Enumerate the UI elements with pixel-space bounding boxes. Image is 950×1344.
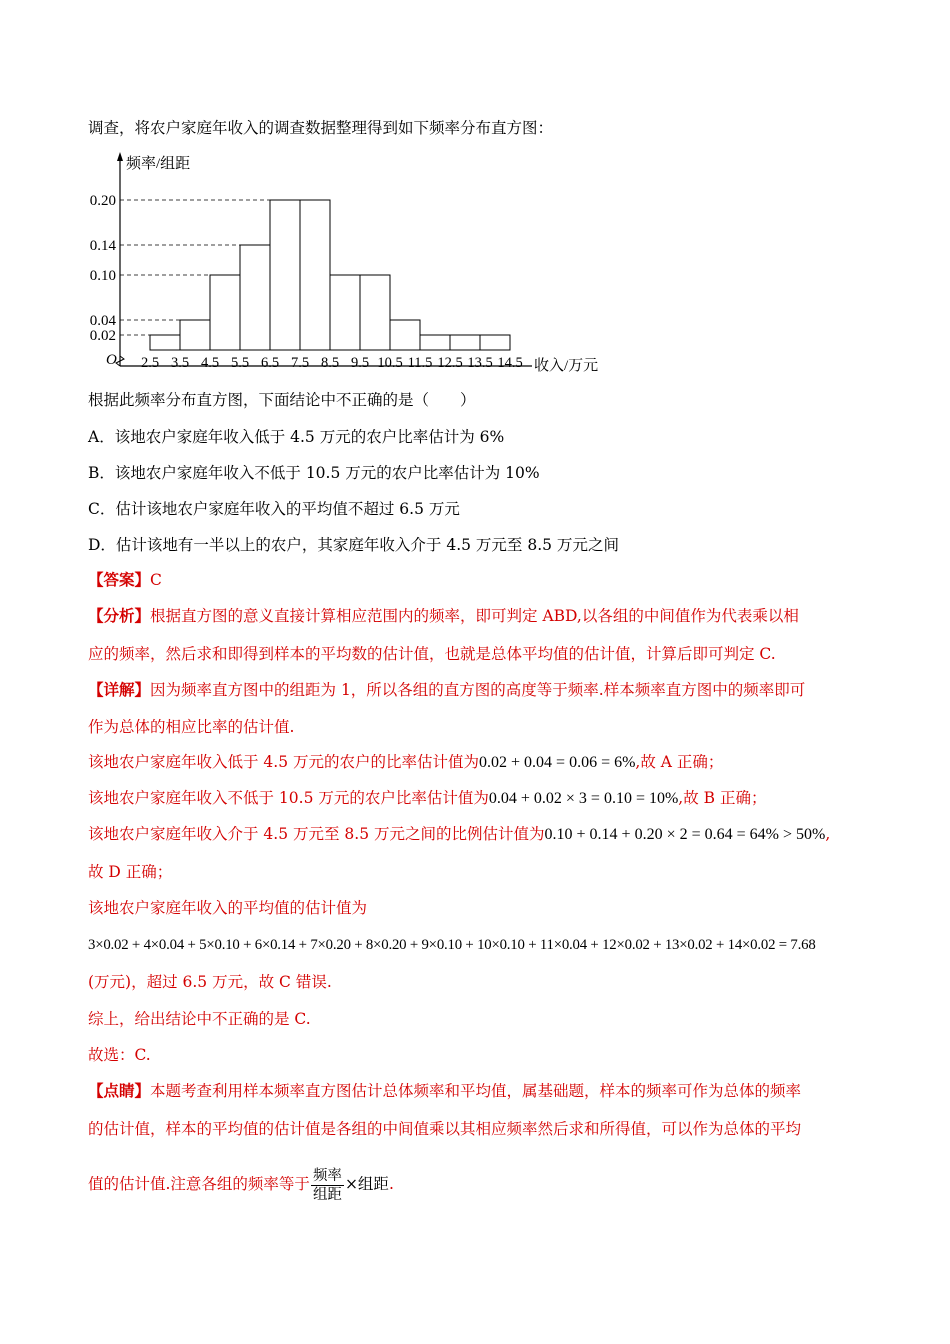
comment-end: . (388, 1175, 394, 1193)
detail-option-b (88, 788, 766, 809)
histogram-bar-8.5-9.5 (330, 275, 360, 350)
answer-value: C (150, 571, 162, 589)
question-stem: 根据此频率分布直方图，下面结论中不正确的是（ ） (88, 391, 476, 409)
detail-d-math: 0.10 + 0.14 + 0.20 × 2 = 0.64 = 64% > 50% (544, 826, 826, 843)
detail-line-1 (88, 680, 805, 700)
y-tick-label: 0.20 (89, 193, 116, 209)
detail-mean-text: 该地农户家庭年收入的平均值的估计值为 (88, 899, 368, 917)
frequency-over-width-fraction (311, 1167, 344, 1204)
histogram-bar-11.5-12.5 (420, 335, 450, 350)
x-tick-label: 8.5 (320, 355, 340, 371)
histogram-bar-6.5-7.5 (270, 200, 300, 350)
comment-text-3: 值的估计值.注意各组的频率等于 (88, 1175, 310, 1193)
x-tick-label: 10.5 (377, 355, 403, 371)
x-tick-label: 12.5 (437, 355, 463, 371)
answer-line (88, 570, 162, 590)
comment-line-2: 的估计值，样本的平均值的估计值是各组的中间值乘以其相应频率然后求和所得值，可以作为总体的平均 (88, 1120, 802, 1138)
detail-choice: 故选：C. (88, 1046, 151, 1064)
histogram-bar-9.5-10.5 (360, 275, 390, 350)
option-d: D．估计该地有一半以上的农户，其家庭年收入介于 4.5 万元至 8.5 万元之间 (88, 536, 619, 554)
detail-b-end: ,故 B 正确； (678, 789, 767, 807)
x-tick-label: 13.5 (467, 355, 493, 371)
fraction-tail: ×组距 (344, 1175, 389, 1193)
analysis-text-1: 根据直方图的意义直接计算相应范围内的频率，即可判定 ABD,以各组的中间值作为代表乘以相 (150, 607, 799, 625)
histogram-bar-2.5-3.5 (150, 335, 180, 350)
x-tick-label: 11.5 (407, 355, 433, 371)
analysis-tag: 【分析】 (88, 606, 151, 625)
fraction-denominator: 组距 (312, 1186, 342, 1203)
x-tick-label: 14.5 (497, 355, 523, 371)
x-tick-label: 2.5 (140, 355, 160, 371)
histogram-bar-5.5-6.5 (240, 245, 270, 350)
histogram-bar-4.5-5.5 (210, 275, 240, 350)
detail-b-text: 该地农户家庭年收入不低于 10.5 万元的农户比率估计值为 (88, 789, 489, 807)
x-tick-label: 4.5 (200, 355, 220, 371)
detail-a-math: 0.02 + 0.04 = 0.06 = 6% (479, 754, 636, 771)
comment-line-1 (88, 1081, 801, 1101)
frequency-histogram (80, 150, 620, 376)
option-c: C．估计该地农户家庭年收入的平均值不超过 6.5 万元 (88, 500, 460, 518)
option-b: B．该地农户家庭年收入不低于 10.5 万元的农户比率估计为 10% (88, 464, 540, 482)
x-tick-label: 9.5 (350, 355, 370, 371)
x-tick-label: 6.5 (260, 355, 280, 371)
detail-line-2: 作为总体的相应比率的估计值. (88, 718, 295, 736)
detail-d-end: , (825, 825, 831, 843)
x-tick-label: 3.5 (170, 355, 190, 371)
detail-d-line-2: 故 D 正确； (88, 863, 173, 881)
fraction-numerator: 频率 (312, 1167, 342, 1184)
x-axis-label: 收入/万元 (534, 358, 599, 374)
comment-line-3 (88, 1164, 394, 1204)
detail-a-text: 该地农户家庭年收入低于 4.5 万元的农户的比率估计值为 (88, 753, 480, 771)
detail-option-d (88, 824, 830, 845)
y-tick-label: 0.04 (89, 313, 116, 329)
histogram-bar-13.5-14.5 (480, 335, 510, 350)
detail-option-a (88, 752, 723, 773)
detail-a-end: ,故 A 正确； (635, 753, 724, 771)
detail-mean-formula: 3×0.02 + 4×0.04 + 5×0.10 + 6×0.14 + 7×0.20 + 8×0.20 + 9×0.10 + 10×0.10 + 11×0.04 + 12×0.02 + 13×0.02 + 14×0.02 = 7.68 (88, 937, 816, 953)
answer-tag: 【答案】 (88, 570, 151, 589)
detail-text-1: 因为频率直方图中的组距为 1，所以各组的直方图的高度等于频率.样本频率直方图中的频率即可 (150, 681, 806, 699)
intro-text: 调查，将农户家庭年收入的调查数据整理得到如下频率分布直方图： (88, 119, 554, 137)
detail-d-text: 该地农户家庭年收入介于 4.5 万元至 8.5 万元之间的比例估计值为 (88, 825, 545, 843)
y-tick-label: 0.10 (89, 268, 116, 284)
detail-tag: 【详解】 (88, 680, 151, 699)
analysis-line-2: 应的频率，然后求和即得到样本的平均数的估计值，也就是总体平均值的估计值，计算后即可判定 C. (88, 645, 776, 663)
y-axis-label: 频率/组距 (126, 156, 191, 172)
histogram-bar-10.5-11.5 (390, 320, 420, 350)
x-tick-label: 5.5 (230, 355, 250, 371)
histogram-bar-3.5-4.5 (180, 320, 210, 350)
detail-option-c: (万元)，超过 6.5 万元，故 C 错误. (88, 973, 332, 991)
histogram-bar-12.5-13.5 (450, 335, 480, 350)
histogram-bar-7.5-8.5 (300, 200, 330, 350)
y-axis-arrow (117, 152, 123, 161)
analysis-line-1 (88, 606, 799, 626)
origin-label: O (106, 352, 117, 368)
option-a: A．该地农户家庭年收入低于 4.5 万元的农户比率估计为 6% (88, 428, 505, 446)
x-tick-label: 7.5 (290, 355, 310, 371)
y-tick-label: 0.02 (89, 328, 116, 344)
detail-summary: 综上，给出结论中不正确的是 C. (88, 1010, 311, 1028)
comment-text-1: 本题考查利用样本频率直方图估计总体频率和平均值，属基础题，样本的频率可作为总体的频率 (150, 1082, 802, 1100)
comment-tag: 【点睛】 (88, 1081, 151, 1100)
detail-b-math: 0.04 + 0.02 × 3 = 0.10 = 10% (488, 790, 679, 807)
y-tick-label: 0.14 (89, 238, 116, 254)
